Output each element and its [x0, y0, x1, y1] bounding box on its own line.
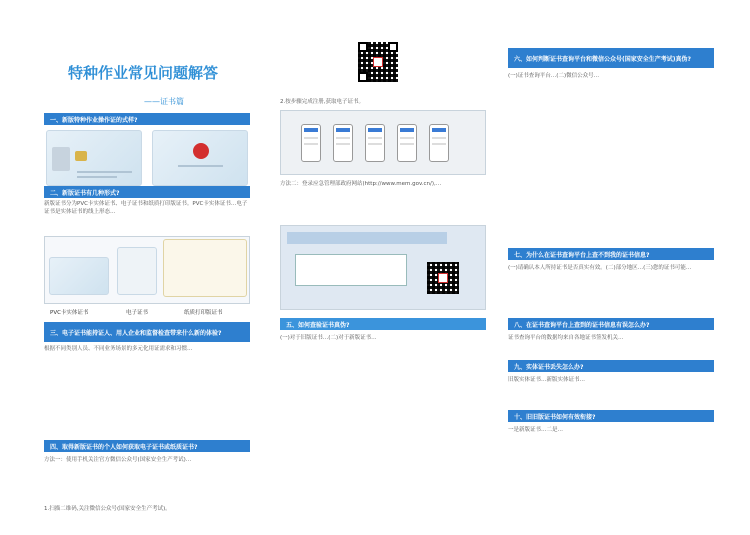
section-10-header: 十、旧旧版证书如何有效衔接?: [508, 410, 714, 422]
caption-paper: 纸质打印版证书: [184, 310, 223, 316]
column-1: [44, 0, 250, 535]
section-3-text: 根据不同类别人员、不同业务场景的多元化用证需求和习惯…: [44, 346, 193, 352]
section-2-text: 新版证书分为PVC卡实体证书、电子证书和纸质打印版证书。PVC卡实体证书…电子证书是实体证书的线上形态…: [44, 201, 248, 215]
emblem-icon: [193, 143, 209, 159]
section-5-header: 五、如何查验证书真伪?: [280, 318, 486, 330]
section-8-text: 证书查询平台的数据均来自各地证书签发机关…: [508, 335, 624, 341]
section-1-header: 一、新版特种作业操作证的式样?: [44, 113, 250, 125]
page-subtitle: ——证书篇: [144, 97, 184, 106]
section-4-step2: 2.按步骤完成注册,获取电子证书。: [280, 99, 364, 105]
paper-cert-image: [163, 239, 247, 297]
photo-placeholder: [52, 147, 70, 171]
phone-screens-image: [280, 110, 486, 175]
section-2-header: 二、新版证书有几种形式?: [44, 186, 250, 198]
section-4-method2: 方法二：登录应急管理部政府网站(http://www.mem.gov.cn/),…: [280, 181, 442, 187]
pvc-card-image: [49, 257, 109, 295]
card-front-image: [46, 130, 142, 186]
page-title: 特种作业常见问题解答: [68, 64, 219, 82]
caption-pvc: PVC卡实体证书: [50, 310, 89, 316]
section-5-text: (一)对于旧版证书…(二)对于新版证书…: [280, 335, 377, 341]
section-3-header: 三、电子证书能持证人、用人企业和监督检查带来什么新的体验?: [44, 322, 250, 342]
section-4-step1: 1.扫描二维码,关注微信公众号(国家安全生产考试)。: [44, 506, 171, 512]
card-line: [77, 171, 132, 173]
column-3: [508, 0, 714, 535]
card-line: [77, 176, 117, 178]
card-back-image: [152, 130, 248, 186]
certificate-forms-image: [44, 236, 250, 304]
section-4-header: 四、取得新版证书的个人如何获取电子证书或纸质证书?: [44, 440, 250, 452]
section-9-header: 九、实体证书丢失怎么办?: [508, 360, 714, 372]
card-chip: [75, 151, 87, 161]
section-4-text: 方法一：使用手机关注官方微信公众号(国家安全生产考试)…: [44, 457, 192, 463]
section-6-text: (一)证书查询平台…(二)微信公众号…: [508, 73, 600, 79]
column-2: [280, 0, 486, 535]
section-10-text: 一是新版证书…二是…: [508, 427, 564, 433]
caption-e: 电子证书: [126, 310, 149, 316]
section-7-header: 七、为什么在证书查询平台上查不到我的证书信息?: [508, 248, 714, 260]
website-screenshot-image: [280, 225, 486, 310]
section-6-header: 六、如何判断证书查询平台和微信公众号(国家安全生产考试)真伪?: [508, 48, 714, 68]
e-cert-image: [117, 247, 157, 295]
card-line: [178, 165, 223, 167]
section-9-text: 旧版实体证书…新版实体证书…: [508, 377, 586, 383]
section-7-text: (一)请确认本人所持证书是否真实有效。(二)部分地区…(三)您的证书可能…: [508, 265, 692, 271]
qr-code-icon: [358, 42, 398, 82]
section-8-header: 八、在证书查询平台上查到的证书信息有误怎么办?: [508, 318, 714, 330]
